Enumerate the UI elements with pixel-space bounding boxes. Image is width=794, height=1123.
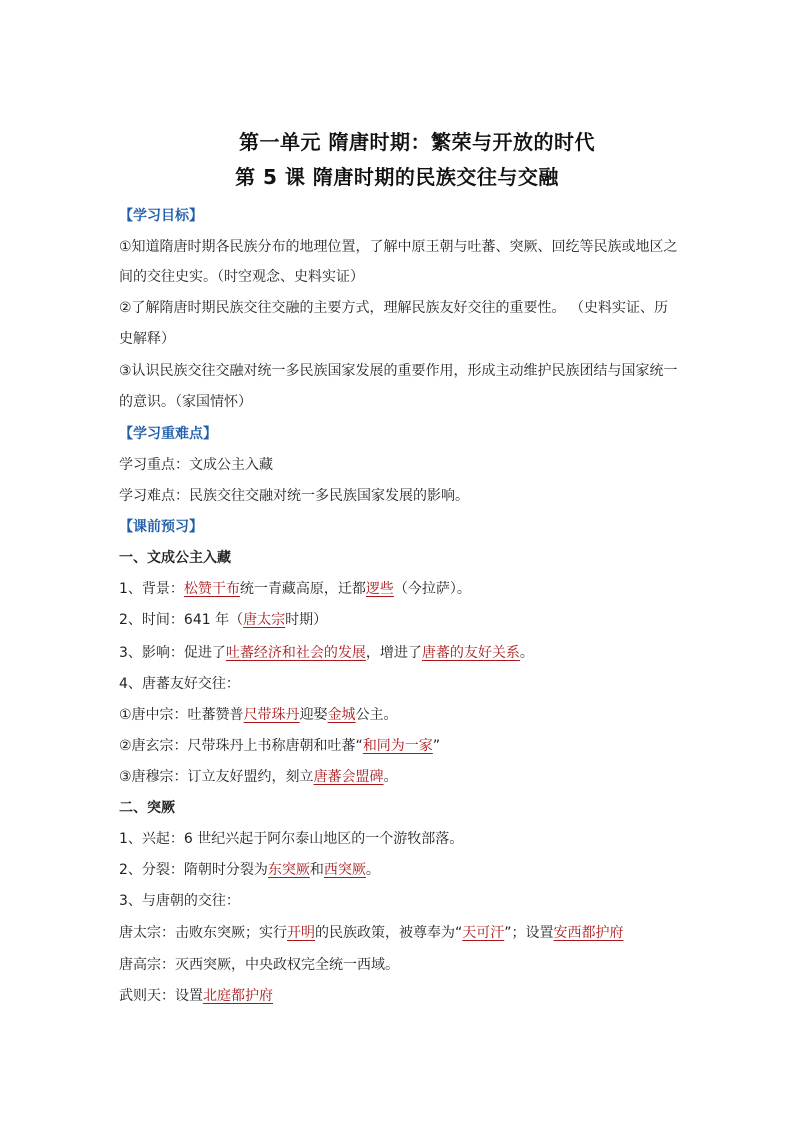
wu-zetian-line [119,986,689,1006]
answer-tang-taizong: 唐太宗 [243,612,286,628]
answer-eastern-turks: 东突厥 [267,862,310,878]
gaozong-line: 唐高宗：灭西突厥，中央政权完全统一西域。 [119,957,399,973]
muzong-line [119,767,689,787]
objectives-heading: 【学习目标】 [119,208,203,224]
split-middle: 和 [309,862,324,878]
xuanzong-prefix: ②唐玄宗：尺带珠丹上书称唐朝和吐蕃“ [119,738,363,754]
answer-tubo-development: 吐蕃经济和社会的发展 [225,645,366,661]
answer-hetong-weiyijia: 和同为一家 [362,738,433,754]
lesson-title: 第 5 课 隋唐时期的民族交往与交融 [235,165,559,189]
muzong-suffix: 。 [383,769,398,785]
difficult-point: 学习难点：民族交往交融对统一多民族国家发展的影响。 [119,488,469,504]
taizong-middle-1: 的民族政策，被尊奉为“ [315,925,463,941]
taizong-prefix: 唐太宗：击败东突厥；实行 [119,925,287,941]
relations-heading: 3、与唐朝的交往： [119,893,240,909]
wu-zetian-prefix: 武则天：设置 [119,988,203,1004]
background-middle: 统一青藏高原，迁都 [239,581,366,597]
zhongzong-prefix: ①唐中宗：吐蕃赞普 [119,707,244,723]
split-prefix: 2、分裂：隋朝时分裂为 [119,862,268,878]
xuanzong-suffix: ” [432,738,441,754]
objective-2-line-1: ②了解隋唐时期民族交往交融的主要方式，理解民族友好交往的重要性。 （史料实证、历 [119,300,668,316]
taizong-middle-2: ”；设置 [504,925,554,941]
part1-heading: 一、文成公主入藏 [119,550,231,566]
answer-jincheng: 金城 [327,707,356,723]
zhongzong-line [119,705,689,725]
part2-heading: 二、突厥 [119,800,175,816]
effect-suffix: 。 [519,645,534,661]
background-prefix: 1、背景： [119,581,184,597]
zhongzong-middle: 迎娶 [299,707,328,723]
key-points-heading: 【学习重难点】 [119,426,217,442]
effect-line [119,643,689,663]
objective-2-line-2: 史解释） [119,331,175,347]
xuanzong-line [119,736,689,756]
preview-heading: 【课前预习】 [119,519,203,535]
taizong-line [119,923,689,943]
background-suffix: （今拉萨）。 [393,581,471,597]
effect-middle: ，增进了 [365,645,422,661]
objective-1-line-2: 间的交往史实。（时空观念、史料实证） [119,269,364,285]
answer-alliance-stele: 唐蕃会盟碑 [313,769,384,785]
answer-western-turks: 西突厥 [323,862,366,878]
unit-title: 第一单元 隋唐时期：繁荣与开放的时代 [239,130,595,154]
answer-chidezhudan: 尺带珠丹 [243,707,300,723]
answer-songtsen-gampo: 松赞干布 [183,581,240,597]
split-line [119,860,689,880]
friendship-heading: 4、唐蕃友好交往： [119,676,240,692]
split-suffix: 。 [365,862,380,878]
muzong-prefix: ③唐穆宗：订立友好盟约，刻立 [119,769,314,785]
time-line [119,610,689,630]
objective-3-line-2: 的意识。（家国情怀） [119,394,252,410]
zhongzong-suffix: 公主。 [355,707,398,723]
time-prefix: 2、时间：641 年（ [119,612,244,628]
objective-1-line-1: ①知道隋唐时期各民族分布的地理位置，了解中原王朝与吐蕃、突厥、回纥等民族或地区之 [119,239,678,255]
answer-kaiming: 开明 [287,925,315,941]
rise-line: 1、兴起：6 世纪兴起于阿尔泰山地区的一个游牧部落。 [119,831,464,847]
objective-3-line-1: ③认识民族交往交融对统一多民族国家发展的重要作用，形成主动维护民族团结与国家统一 [119,363,678,379]
answer-friendly-relations: 唐蕃的友好关系 [421,645,520,661]
answer-tian-kehan: 天可汗 [462,925,505,941]
background-line [119,579,689,599]
answer-anxi-protectorate: 安西都护府 [553,925,624,941]
effect-prefix: 3、影响：促进了 [119,645,226,661]
time-suffix: 时期） [285,612,328,628]
key-point: 学习重点：文成公主入藏 [119,457,273,473]
answer-beiting-protectorate: 北庭都护府 [203,988,273,1004]
answer-luoxie: 逻些 [365,581,394,597]
